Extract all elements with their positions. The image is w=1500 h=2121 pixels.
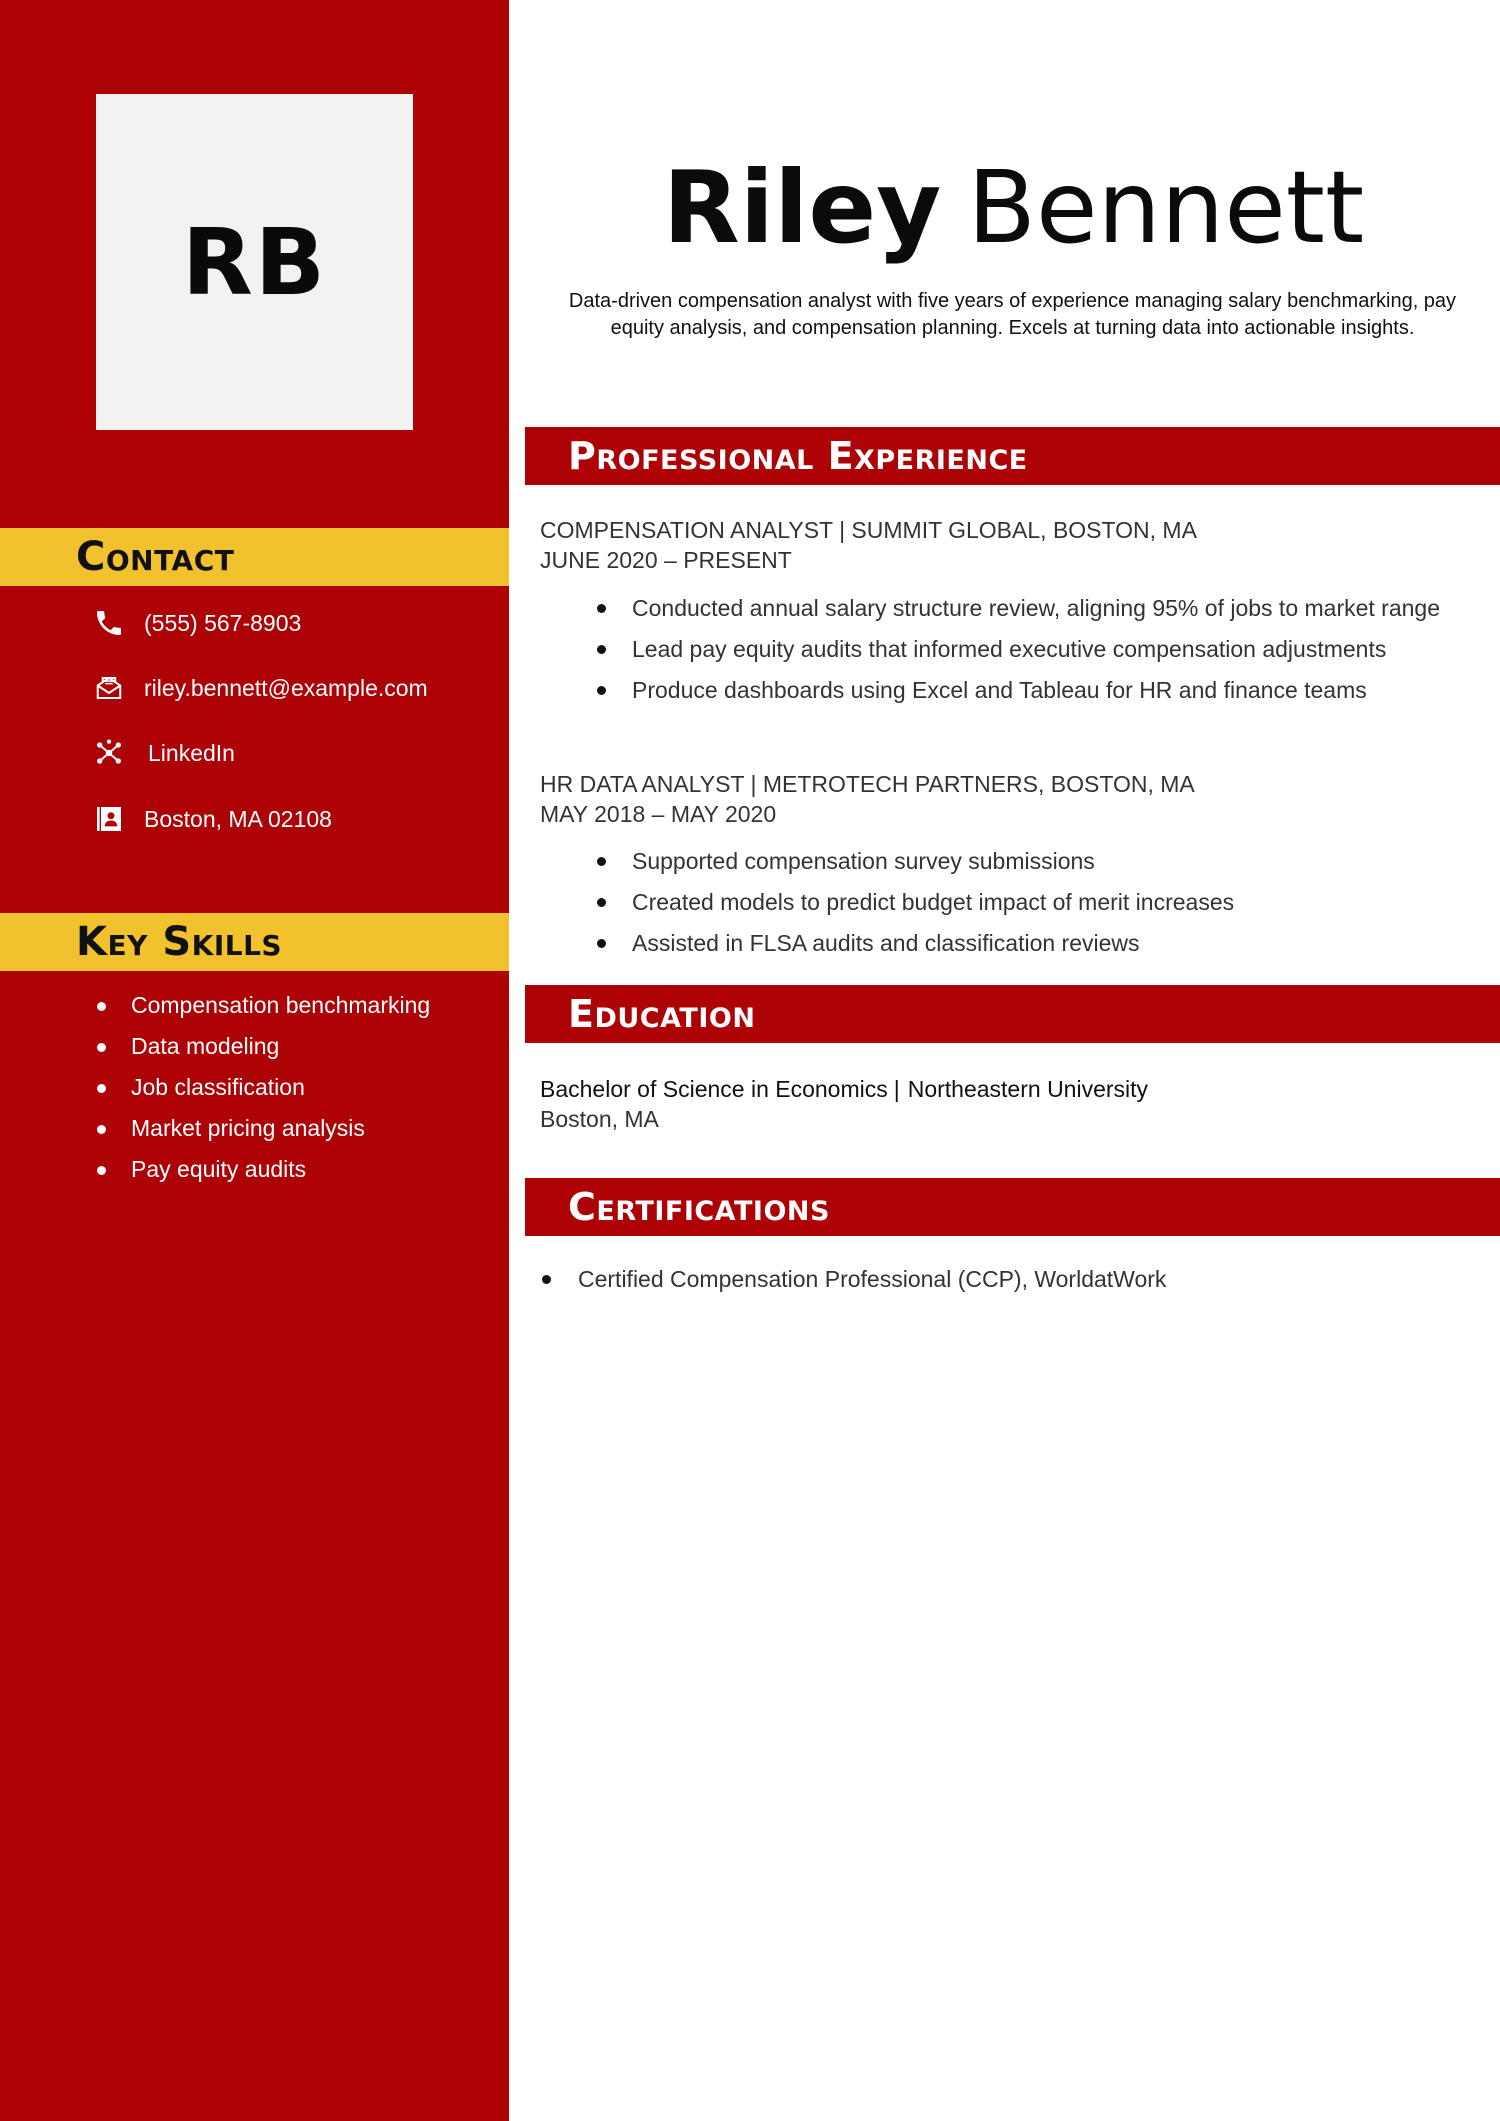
education-separator: | bbox=[893, 1076, 900, 1102]
education-heading-text: Education bbox=[568, 992, 756, 1036]
phone-text: (555) 567-8903 bbox=[144, 609, 302, 636]
education-line bbox=[540, 1076, 1148, 1103]
skills-heading bbox=[0, 913, 509, 971]
skill-item: Job classification bbox=[92, 1067, 430, 1108]
first-name: Riley bbox=[662, 149, 942, 266]
job-dates: MAY 2018 – MAY 2020 bbox=[540, 801, 777, 827]
job-bullets bbox=[592, 847, 1472, 970]
job-bullet: Lead pay equity audits that informed executive compensation adjustments bbox=[592, 635, 1472, 663]
skill-item: Data modeling bbox=[92, 1026, 430, 1067]
skill-item: Pay equity audits bbox=[92, 1149, 430, 1190]
job-bullet: Supported compensation survey submissions bbox=[592, 847, 1472, 875]
job-dates: JUNE 2020 – PRESENT bbox=[540, 547, 792, 573]
last-name: Bennett bbox=[967, 149, 1365, 266]
candidate-name bbox=[509, 148, 1500, 268]
job-title: COMPENSATION ANALYST | SUMMIT GLOBAL, BOSTON, MA bbox=[540, 517, 1197, 543]
email-text: riley.bennett@example.com bbox=[144, 674, 428, 701]
certifications-list bbox=[540, 1265, 1470, 1293]
contact-address bbox=[92, 799, 332, 839]
education-heading bbox=[525, 985, 1500, 1043]
skill-item: Compensation benchmarking bbox=[92, 985, 430, 1026]
contact-heading-text: Contact bbox=[76, 534, 235, 580]
monogram: RB bbox=[182, 208, 327, 316]
experience-heading-text: Professional Experience bbox=[568, 434, 1028, 478]
job-bullet: Produce dashboards using Excel and Tableau for HR and finance teams bbox=[592, 676, 1472, 704]
job-bullet: Created models to predict budget impact of merit increases bbox=[592, 888, 1472, 916]
job-bullet: Conducted annual salary structure review, aligning 95% of jobs to market range bbox=[592, 594, 1472, 622]
job-title: HR DATA ANALYST | METROTECH PARTNERS, BOSTON, MA bbox=[540, 771, 1195, 797]
contact-linkedin[interactable] bbox=[92, 733, 235, 773]
education-location: Boston, MA bbox=[540, 1106, 659, 1132]
sidebar bbox=[0, 0, 509, 2121]
summary: Data-driven compensation analyst with five years of experience managing salary benchmarking, pay equity analysis, and compensation planning. Excels at turning data into actionable insights. bbox=[568, 290, 1457, 339]
monogram-box bbox=[96, 94, 413, 430]
contact-email[interactable] bbox=[92, 668, 428, 708]
certification-item: Certified Compensation Professional (CCP), WorldatWork bbox=[540, 1265, 1470, 1293]
phone-icon bbox=[92, 606, 126, 640]
school: Northeastern University bbox=[907, 1076, 1149, 1102]
contact-phone[interactable] bbox=[92, 603, 301, 643]
linkedin-text: LinkedIn bbox=[148, 739, 235, 766]
linkedin-icon bbox=[92, 736, 126, 770]
contact-heading bbox=[0, 528, 509, 586]
job-bullet: Assisted in FLSA audits and classification reviews bbox=[592, 929, 1472, 957]
skills-list bbox=[92, 985, 430, 1190]
certifications-heading-text: Certifications bbox=[568, 1185, 830, 1229]
degree: Bachelor of Science in Economics bbox=[540, 1076, 888, 1102]
address-text: Boston, MA 02108 bbox=[144, 805, 332, 832]
certifications-heading bbox=[525, 1178, 1500, 1236]
skill-item: Market pricing analysis bbox=[92, 1108, 430, 1149]
job-bullets bbox=[592, 594, 1472, 717]
skills-heading-text: Key Skills bbox=[76, 919, 283, 965]
address-icon bbox=[92, 802, 126, 836]
email-icon bbox=[92, 671, 126, 705]
experience-heading bbox=[525, 427, 1500, 485]
